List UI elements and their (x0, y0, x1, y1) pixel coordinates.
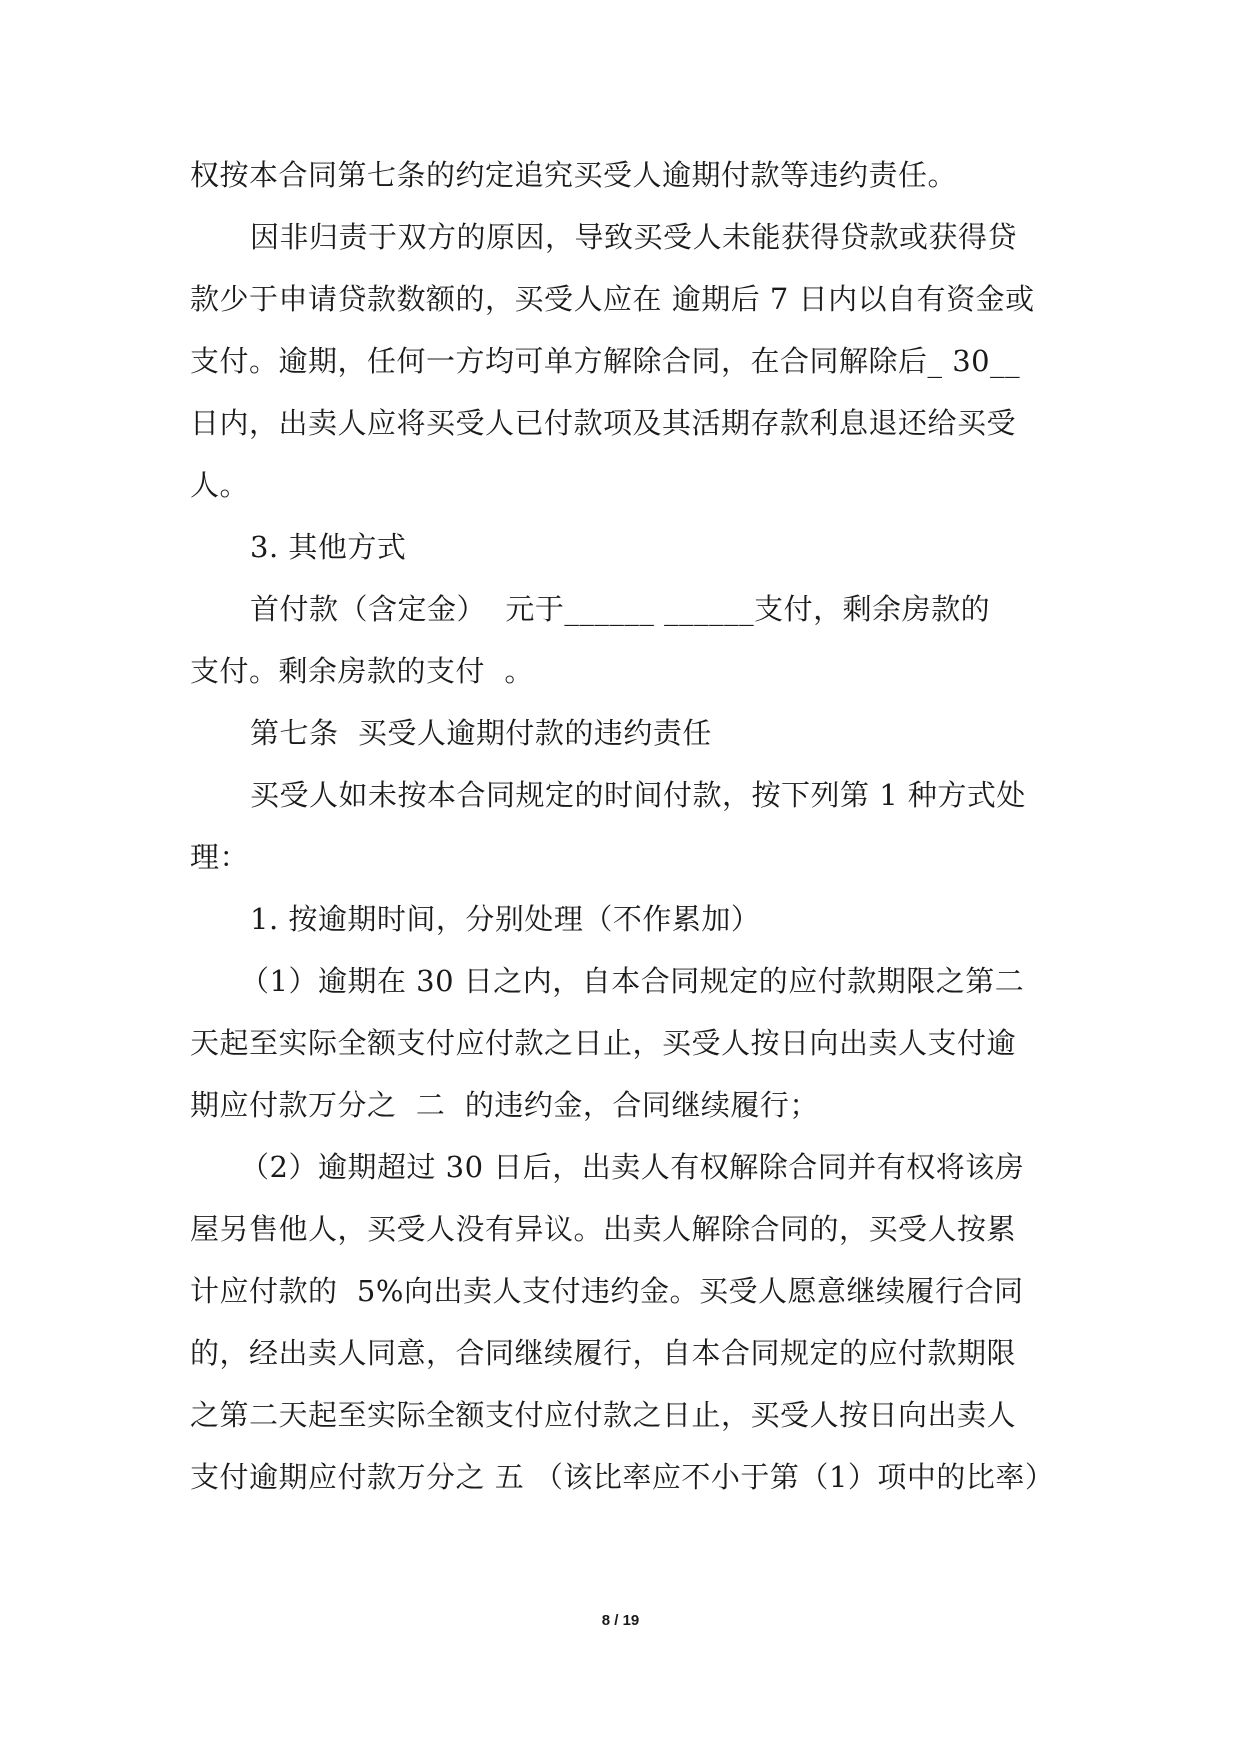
page-number: 8 / 19 (601, 1612, 640, 1629)
text-line: 首付款（含定金） 元于______ ______支付，剩余房款的 (250, 592, 991, 626)
text-line: 期应付款万分之 二 的违约金，合同继续履行； (190, 1088, 819, 1122)
text-line: 理： (190, 840, 250, 874)
text-line: 屋另售他人，买受人没有异议。出卖人解除合同的，买受人按累 (190, 1212, 1017, 1246)
text-line: 支付逾期应付款万分之 五 （该比率应不小于第（1）项中的比率） (190, 1460, 1055, 1494)
text-line: 买受人如未按本合同规定的时间付款，按下列第 1 种方式处 (250, 778, 1026, 812)
text-line: 之第二天起至实际全额支付应付款之日止，买受人按日向出卖人 (190, 1398, 1017, 1432)
section-heading: 3. 其他方式 (250, 530, 407, 564)
text-line: 支付。剩余房款的支付 。 (190, 654, 534, 688)
text-line: （1）逾期在 30 日之内，自本合同规定的应付款期限之第二 (240, 964, 1025, 998)
article-heading: 第七条 买受人逾期付款的违约责任 (250, 716, 712, 750)
text-line: 计应付款的 5%向出卖人支付违约金。买受人愿意继续履行合同 (190, 1274, 1024, 1308)
section-heading: 1. 按逾期时间，分别处理（不作累加） (250, 902, 761, 936)
text-line: 日内，出卖人应将买受人已付款项及其活期存款利息退还给买受 (190, 406, 1017, 440)
text-line: （2）逾期超过 30 日后，出卖人有权解除合同并有权将该房 (240, 1150, 1025, 1184)
text-line: 人。 (190, 468, 250, 502)
text-line: 支付。逾期，任何一方均可单方解除合同，在合同解除后_ 30__ (190, 344, 1021, 378)
text-line: 天起至实际全额支付应付款之日止，买受人按日向出卖人支付逾 (190, 1026, 1017, 1060)
text-line: 的，经出卖人同意，合同继续履行，自本合同规定的应付款期限 (190, 1336, 1017, 1370)
text-line: 权按本合同第七条的约定追究买受人逾期付款等违约责任。 (190, 158, 958, 192)
text-line: 款少于申请贷款数额的，买受人应在 逾期后 7 日内以自有资金或 (190, 282, 1035, 316)
text-line: 因非归责于双方的原因，导致买受人未能获得贷款或获得贷 (250, 220, 1018, 254)
